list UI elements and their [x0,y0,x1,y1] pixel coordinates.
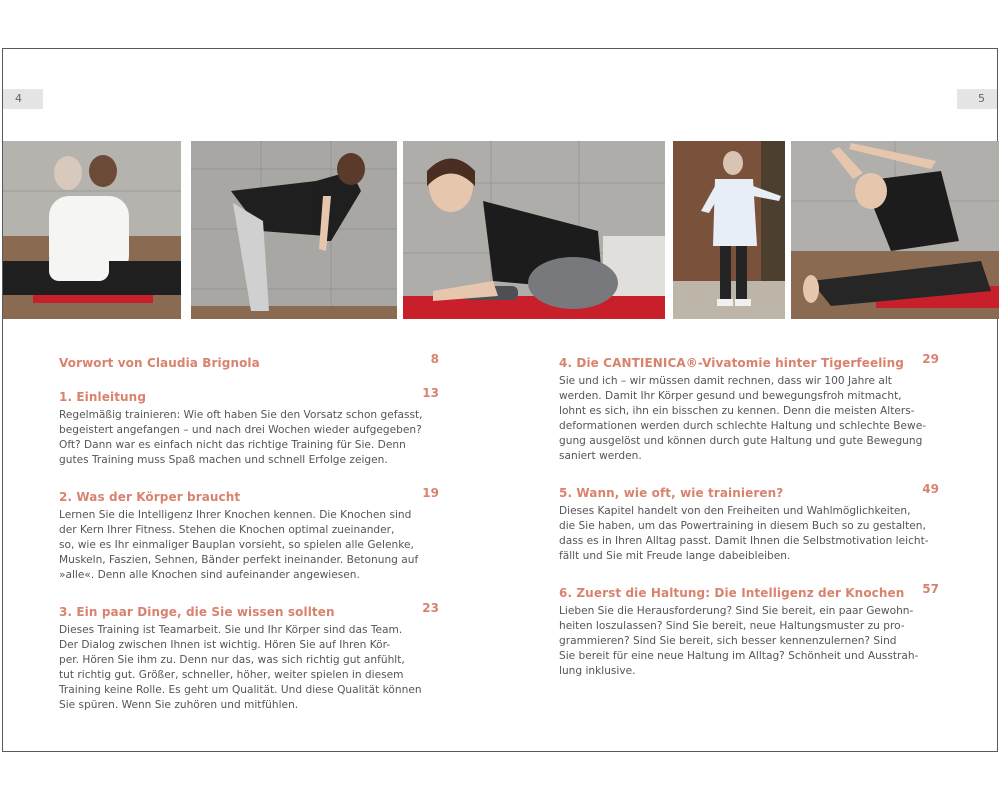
toc-entry-summary: Lieben Sie die Herausforderung? Sind Sie bereit, ein paar Gewohn- heiten loszulassen? Sind Sie bereit, neue Haltungsmuster zu pro- grammieren? Sind Sie bereit, sich besser kennenzulernen? Sind Sie bereit für eine neue Haltung im Alltag? Schönheit und Ausstrah- lung inklusive. [559,605,919,677]
toc-entry-page: 13 [422,386,439,400]
toc-entry-page: 57 [922,582,939,596]
toc-entry [59,486,439,583]
toc-entry-summary: Lernen Sie die Intelligenz Ihrer Knochen kennen. Die Knochen sind der Kern Ihrer Fitness. Stehen die Knochen optimal zueinander, so, wie es Ihr einmaliger Bauplan vorsieht, so spielen alle Gelenke, Muskeln, Faszien, Sehnen, Bänder perfekt ineinander. Betonung auf »alle«. Denn alle Knochen sind aufeinander angewiesen. [59,509,419,581]
toc-entry-page: 49 [922,482,939,496]
toc-entry-title[interactable]: 1. Einleitung [59,390,147,404]
page-number-left: 4 [3,89,43,109]
photo-lying-with-cushion [403,141,665,319]
photo-elderly-woman [673,141,785,319]
toc-entry [559,482,939,564]
toc-entry [59,386,439,468]
toc-entry-title[interactable]: 4. Die CANTIENICA®-Vivatomie hinter Tigerfeeling [559,356,904,370]
toc-entry-summary: Dieses Training ist Teamarbeit. Sie und Ihr Körper sind das Team. Der Dialog zwischen Ihnen ist wichtig. Hören Sie auf Ihren Kör- per. Hören Sie ihm zu. Denn nur das, was sich richtig gut anfühlt, tut richtig gut. Größer, schneller, höher, weiter spielen in diesem Training keine Rolle. Es geht um Qualität. Und diese Qualität können Sie spüren. Wenn Sie zuhören und mitfühlen. [59,624,422,711]
toc-entry [59,352,439,368]
toc-entry-title[interactable]: 3. Ein paar Dinge, die Sie wissen sollten [59,605,335,619]
toc-right-column [559,352,939,697]
toc-entry-page: 8 [430,352,439,366]
page-number-right: 5 [957,89,997,109]
toc-entry-page: 23 [422,601,439,615]
toc-entry-page: 19 [422,486,439,500]
toc-entry-summary: Sie und ich – wir müssen damit rechnen, dass wir 100 Jahre alt werden. Damit Ihr Körper gesund und bewegungsfroh mitmacht, lohnt es sich, ihn ein bisschen zu kennen. Denn die meisten Alters- deformationen werden durch schlechte Haltung und schlechte Bewe- gung ausgelöst und können durch gute Haltung und gute Bewegung saniert werden. [559,375,927,462]
photo-side-stretch [791,141,999,319]
toc-entry-title[interactable]: Vorwort von Claudia Brignola [59,356,260,370]
toc-entry-title[interactable]: 5. Wann, wie oft, wie trainieren? [559,486,784,500]
photo-forward-bend [191,141,397,319]
book-spread [2,48,998,752]
toc-entry-title[interactable]: 6. Zuerst die Haltung: Die Intelligenz der Knochen [559,586,905,600]
toc-entry [559,352,939,464]
toc-entry-title[interactable]: 2. Was der Körper braucht [59,490,241,504]
photo-two-women [3,141,181,319]
toc-entry [559,582,939,679]
toc-entry [59,601,439,713]
toc-left-column [59,352,439,731]
toc-entry-summary: Regelmäßig trainieren: Wie oft haben Sie den Vorsatz schon gefasst, begeistert angefangen – und nach drei Wochen wieder aufgegeben? Oft? Dann war es einfach nicht das richtige Training für Sie. Denn gutes Training muss Spaß machen und schnell Erfolge zeigen. [59,409,423,466]
toc-entry-page: 29 [922,352,939,366]
toc-entry-summary: Dieses Kapitel handelt von den Freiheiten und Wahlmöglichkeiten, die Sie haben, um das Powertraining in diesem Buch so zu gestalten, dass es in Ihren Alltag passt. Damit Ihnen die Selbstmotivation leicht- fällt und Sie mit Freude lange dabeibleiben. [559,505,929,562]
